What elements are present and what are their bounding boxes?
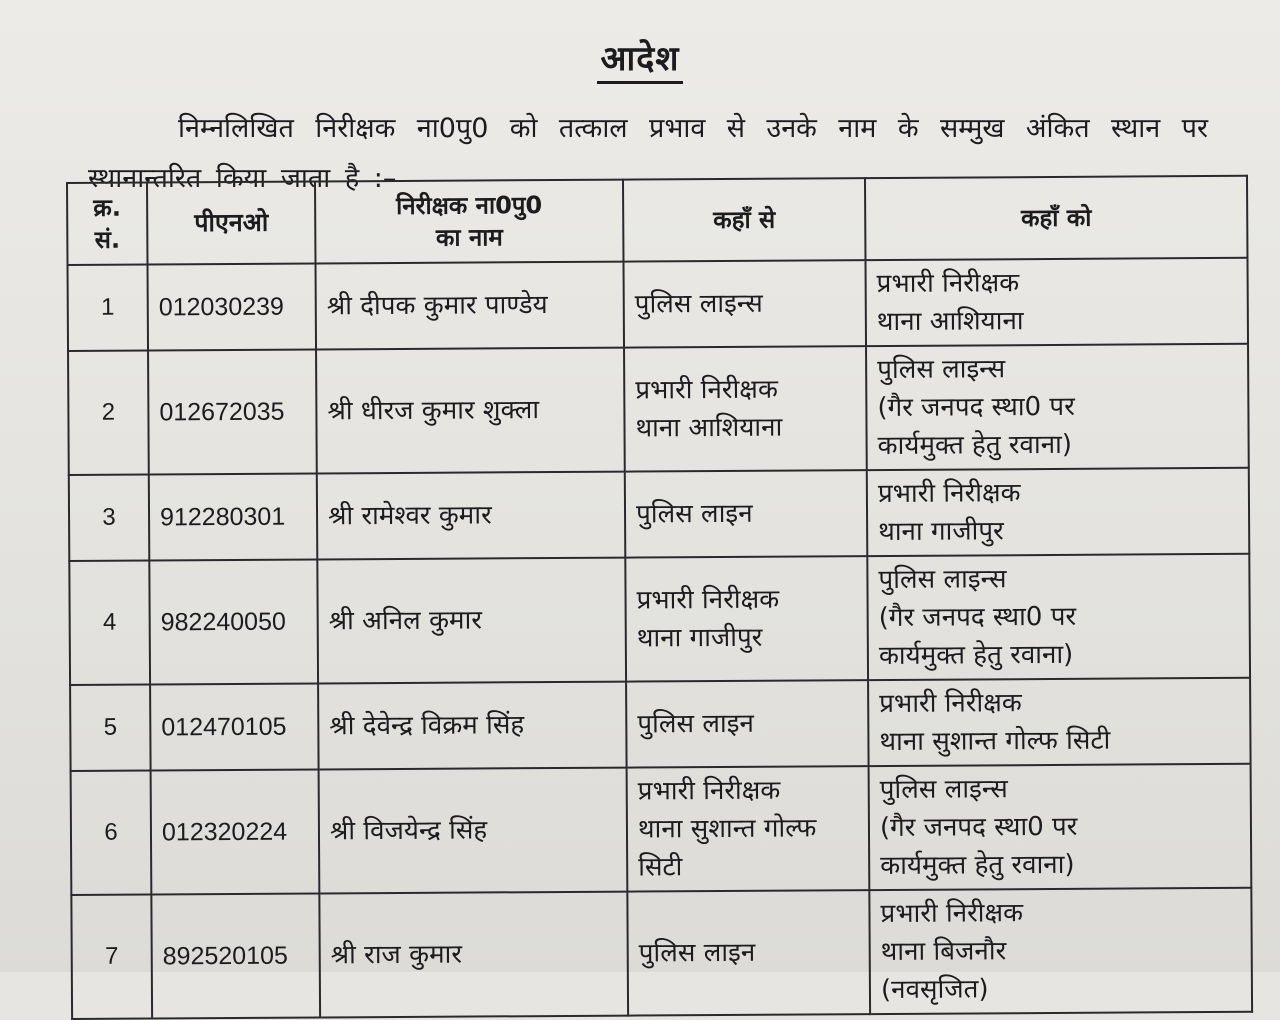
header-name: निरीक्षक ना0पु0 का नाम [315,180,623,264]
order-title [0,34,1280,80]
cell-serial: 3 [69,474,150,560]
header-from: कहाँ से [623,178,865,261]
cell-pno: 012320224 [151,769,320,894]
cell-name: श्री दीपक कुमार पाण्डेय [316,262,625,350]
cell-pno: 012672035 [148,349,317,474]
cell-serial: 6 [71,770,152,894]
cell-to: प्रभारी निरीक्षक थाना सुशान्त गोल्फ सिटी [868,678,1251,766]
cell-from: प्रभारी निरीक्षक थाना गाजीपुर [625,556,868,681]
order-title-text: आदेश [597,39,684,84]
table-row [68,344,1249,475]
cell-pno: 912280301 [149,473,318,560]
cell-from: पुलिस लाइन्स [623,260,866,347]
cell-from: पुलिस लाइन [625,470,868,557]
header-serial: क्र. सं. [67,183,147,265]
header-to: कहाँ को [865,176,1247,260]
cell-to: प्रभारी निरीक्षक थाना गाजीपुर [867,468,1250,556]
cell-to: पुलिस लाइन्स (गैर जनपद स्था0 पर कार्यमुक्त हेतु रवाना) [869,764,1252,890]
cell-from: प्रभारी निरीक्षक थाना सुशान्त गोल्फ सिटी [627,766,870,891]
transfer-table [66,175,1253,1020]
cell-name: श्री विजयेन्द्र सिंह [319,768,628,894]
cell-name: श्री अनिल कुमार [317,558,626,684]
cell-to: पुलिस लाइन्स (गैर जनपद स्था0 पर कार्यमुक्त हेतु रवाना) [866,344,1249,470]
table-row [70,678,1251,771]
cell-from: पुलिस लाइन [627,890,870,1015]
cell-from: प्रभारी निरीक्षक थाना आशियाना [624,346,867,471]
table-row [69,468,1250,561]
cell-serial: 1 [68,265,149,351]
cell-name: श्री राज कुमार [319,892,628,1018]
cell-name: श्री देवेन्द्र विक्रम सिंह [318,682,627,770]
cell-pno: 012470105 [150,683,319,770]
table-row [71,764,1252,895]
cell-serial: 5 [70,684,151,770]
cell-name: श्री रामेश्वर कुमार [317,472,626,560]
cell-to: प्रभारी निरीक्षक थाना आशियाना [865,258,1248,346]
cell-from: पुलिस लाइन [626,680,869,767]
cell-pno: 982240050 [149,559,318,684]
table-row [69,554,1250,685]
cell-serial: 4 [69,560,150,684]
table-header-row [67,176,1247,265]
cell-pno: 012030239 [148,263,317,350]
cell-name: श्री धीरज कुमार शुक्ला [316,348,625,474]
cell-to: प्रभारी निरीक्षक थाना बिजनौर (नवसृजित) [869,888,1252,1014]
order-intro: निम्नलिखित निरीक्षक ना0पु0 को तत्काल प्रभाव से उनके नाम के सम्मुख अंकित स्थान पर स्थानान्तरित किया जाता है :– [88,113,1208,194]
cell-serial: 2 [68,351,149,475]
cell-to: पुलिस लाइन्स (गैर जनपद स्था0 पर कार्यमुक्त हेतु रवाना) [867,554,1250,680]
cell-pno: 892520105 [151,893,320,1018]
table-row [71,888,1252,1019]
header-pno: पीएनओ [147,181,315,264]
cell-serial: 7 [71,894,152,1018]
table-row [68,258,1249,351]
